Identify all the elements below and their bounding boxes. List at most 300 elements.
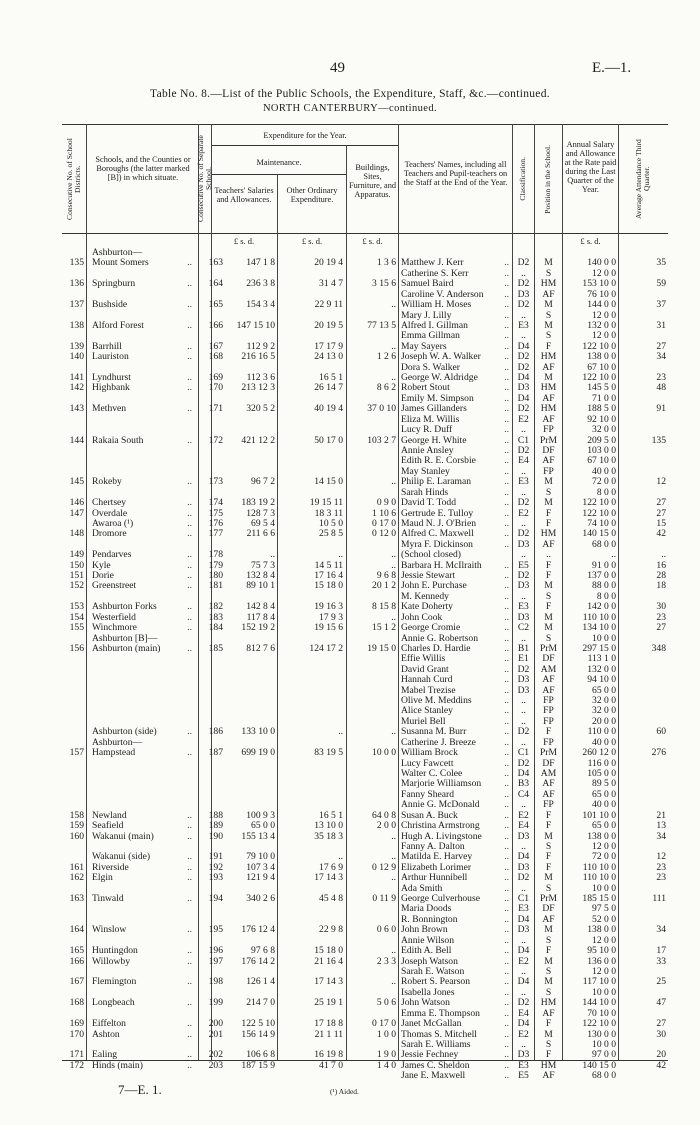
attendance-value: .. <box>661 549 666 561</box>
other-expenditure-value: 41 7 0 <box>319 1059 343 1071</box>
leader-dots: .. <box>504 361 509 373</box>
annual-salary-value: 97 5 0 <box>592 903 616 915</box>
leader-dots: .. <box>504 267 509 279</box>
leader-dots: .. <box>504 1007 509 1019</box>
classification-value: D4 <box>517 392 530 404</box>
other-expenditure-value: 17 6 9 <box>319 861 343 873</box>
school-name-text: Lyndhurst <box>92 372 131 384</box>
school-name-text: Ashburton (side) <box>92 726 157 738</box>
teacher-name <box>401 643 511 654</box>
teacher-name-text: Emily M. Simpson <box>401 392 474 404</box>
school-number: 188 <box>208 809 223 821</box>
school-number: 172 <box>208 434 223 446</box>
position-value: PrM <box>539 434 558 446</box>
school-name <box>92 1049 196 1060</box>
classification-value: D2 <box>517 757 530 769</box>
teacher-name <box>401 1008 511 1019</box>
teacher-name <box>401 435 511 446</box>
classification-value: D3 <box>517 830 530 842</box>
teacher-name <box>401 289 511 300</box>
school-name <box>92 924 196 935</box>
leader-dots: .. <box>504 507 509 519</box>
annual-salary-value: 103 0 0 <box>587 444 616 456</box>
teacher-name <box>401 580 511 591</box>
buildings-value: .. <box>391 299 396 311</box>
school-number: 198 <box>208 976 223 988</box>
salaries-value: 214 7 0 <box>246 997 275 1009</box>
position-value: M <box>544 497 553 509</box>
classification-value: C1 <box>517 893 530 905</box>
teacher-name-text: George Culverhouse <box>401 893 480 905</box>
school-name <box>92 508 196 519</box>
position-value: M <box>544 611 553 623</box>
teacher-name-text: David Grant <box>401 663 449 675</box>
other-expenditure-value: 124 17 2 <box>309 642 343 654</box>
annual-salary-value: 130 0 0 <box>587 1028 616 1040</box>
teacher-name-text: Hugh A. Livingstone <box>401 830 482 842</box>
attendance-value: 60 <box>656 726 666 738</box>
teacher-name <box>401 768 511 779</box>
district-number: 172 <box>69 1059 84 1071</box>
classification-value: .. <box>521 424 526 436</box>
leader-dots: .. <box>187 601 192 613</box>
school-name <box>92 737 196 748</box>
table-subtitle: NORTH CANTERBURY—continued. <box>262 103 438 114</box>
salaries-value: 155 13 4 <box>241 830 275 842</box>
buildings-value: 1 10 6 <box>372 507 396 519</box>
annual-salary-value: 12 0 0 <box>592 965 616 977</box>
school-name-text: Elgin <box>92 872 113 884</box>
position-value: M <box>544 976 553 988</box>
teacher-name-text: Barbara H. McIlraith <box>401 559 482 571</box>
other-expenditure-value: 21 16 4 <box>314 955 343 967</box>
position-value: F <box>545 820 552 832</box>
school-number: 165 <box>208 299 223 311</box>
teacher-name-text: Sarah E. Williams <box>401 1038 471 1050</box>
attendance-value: 23 <box>656 611 666 623</box>
leader-dots: .. <box>504 372 509 384</box>
leader-dots: .. <box>504 674 509 686</box>
position-value: AM <box>540 663 557 675</box>
annual-salary-value: 137 0 0 <box>587 570 616 582</box>
school-name-text: Wakanui (main) <box>92 830 154 842</box>
page-number: 49 <box>330 60 345 76</box>
position-value: FP <box>543 465 554 477</box>
school-name <box>92 997 196 1008</box>
leader-dots: .. <box>504 340 509 352</box>
leader-dots: .. <box>187 622 192 634</box>
salaries-value: 147 15 10 <box>236 319 275 331</box>
leader-dots: .. <box>504 309 509 321</box>
leader-dots: .. <box>504 997 509 1009</box>
position-value: F <box>545 570 552 582</box>
leader-dots: .. <box>504 986 509 998</box>
attendance-value: 13 <box>656 820 666 832</box>
classification-value: D3 <box>517 1049 530 1061</box>
school-number: 182 <box>208 601 223 613</box>
annual-salary-value: 260 12 0 <box>582 747 616 759</box>
buildings-value: .. <box>391 830 396 842</box>
school-name-text: Hinds (main) <box>92 1059 143 1071</box>
district-number: 146 <box>69 497 84 509</box>
leader-dots: .. <box>504 903 509 915</box>
school-number: 196 <box>208 945 223 957</box>
leader-dots: .. <box>187 507 192 519</box>
teacher-name-text: Edith A. Bell <box>401 945 452 957</box>
other-expenditure-value: 25 8 5 <box>319 528 343 540</box>
school-name-text: Longbeach <box>92 997 135 1009</box>
header-maintenance: Maintenance. <box>256 158 302 167</box>
school-name-text: Bushside <box>92 299 128 311</box>
leader-dots: .. <box>504 736 509 748</box>
teacher-name <box>401 549 511 560</box>
teacher-name-text: Joseph Watson <box>401 955 458 967</box>
teacher-name <box>401 862 511 873</box>
school-name-text: Dorie <box>92 570 114 582</box>
leader-dots: .. <box>504 590 509 602</box>
school-name-text: Kyle <box>92 559 111 571</box>
annual-salary-value: 95 10 0 <box>587 945 616 957</box>
annual-salary-value: 12 0 0 <box>592 309 616 321</box>
leader-dots: .. <box>504 1028 509 1040</box>
school-name <box>92 831 196 842</box>
school-name <box>92 976 196 987</box>
leader-dots: .. <box>504 434 509 446</box>
leader-dots: .. <box>187 372 192 384</box>
teacher-name <box>401 299 511 310</box>
school-name <box>92 622 196 633</box>
leader-dots: .. <box>504 424 509 436</box>
buildings-value: 37 0 10 <box>367 403 396 415</box>
buildings-value: .. <box>391 559 396 571</box>
school-name <box>92 320 196 331</box>
leader-dots: .. <box>504 517 509 529</box>
district-number: 162 <box>69 872 84 884</box>
district-number: 170 <box>69 1028 84 1040</box>
attendance-value: 111 <box>652 893 666 905</box>
school-name-text: Winslow <box>92 924 127 936</box>
school-number: 171 <box>208 403 223 415</box>
attendance-value: 23 <box>656 372 666 384</box>
teacher-name <box>401 747 511 758</box>
leader-dots: .. <box>187 580 192 592</box>
school-number: 190 <box>208 830 223 842</box>
teacher-name <box>401 393 511 404</box>
school-name <box>92 528 196 539</box>
school-name <box>92 560 196 571</box>
teacher-name <box>401 976 511 987</box>
teacher-name-text: Philip E. Laraman <box>401 476 472 488</box>
buildings-value: 2 0 0 <box>376 820 396 832</box>
teacher-name-text: Fanny Sheard <box>401 788 455 800</box>
leader-dots: .. <box>504 695 509 707</box>
teacher-name-text: May Sayers <box>401 340 447 352</box>
teacher-name-text: George Cromie <box>401 622 461 634</box>
position-value: HM <box>540 997 557 1009</box>
position-value: S <box>545 986 552 998</box>
attendance-value: 33 <box>656 955 666 967</box>
teacher-name-text: Samuel Baird <box>401 278 454 290</box>
attendance-value: 20 <box>656 1049 666 1061</box>
classification-value: .. <box>521 799 526 811</box>
attendance-value: 16 <box>656 559 666 571</box>
other-expenditure-value: 45 4 8 <box>319 893 343 905</box>
teacher-name <box>401 758 511 769</box>
col-divider <box>398 124 399 1060</box>
salaries-value: 121 9 4 <box>246 872 275 884</box>
school-name <box>92 612 196 623</box>
teacher-name-text: Effie Willis <box>401 653 446 665</box>
school-number: 199 <box>208 997 223 1009</box>
school-name-text: Rakaia South <box>92 434 144 446</box>
classification-value: D3 <box>517 580 530 592</box>
leader-dots: .. <box>187 997 192 1009</box>
annual-salary-value: 65 0 0 <box>592 788 616 800</box>
header-annual: Annual Salary and Allowance at the Rate paid during the Last Quarter of the Year. <box>564 140 617 194</box>
footnote: (¹) Aided. <box>330 1087 359 1096</box>
position-value: AF <box>542 1070 555 1082</box>
school-name <box>92 1060 196 1071</box>
position-value: HM <box>540 403 557 415</box>
position-value: AF <box>542 413 555 425</box>
buildings-value: .. <box>391 851 396 863</box>
teacher-name <box>401 924 511 935</box>
position-value: M <box>544 476 553 488</box>
leader-dots: .. <box>187 924 192 936</box>
school-name <box>92 1018 196 1029</box>
teacher-name <box>401 810 511 821</box>
buildings-value: 1 4 0 <box>376 1059 396 1071</box>
annual-salary-value: 105 0 0 <box>587 768 616 779</box>
position-value: S <box>545 486 552 498</box>
leader-dots: .. <box>187 976 192 988</box>
salaries-value: 812 7 6 <box>246 642 275 654</box>
classification-value: .. <box>521 267 526 279</box>
leader-dots: .. <box>187 476 192 488</box>
classification-value: .. <box>521 705 526 717</box>
district-number: 165 <box>69 945 84 957</box>
teacher-name <box>401 560 511 571</box>
salaries-value: 152 19 2 <box>241 622 275 634</box>
leader-dots: .. <box>504 1049 509 1061</box>
leader-dots: .. <box>504 392 509 404</box>
attendance-value: 15 <box>656 517 666 529</box>
classification-value: C1 <box>517 434 530 446</box>
other-expenditure-value: 17 9 3 <box>319 611 343 623</box>
school-name <box>92 549 196 560</box>
other-expenditure-value: 18 3 11 <box>314 507 343 519</box>
teacher-name-text: Jessie Stewart <box>401 570 456 582</box>
classification-value: D4 <box>517 340 530 352</box>
salaries-value: 112 9 2 <box>246 340 275 352</box>
position-value: S <box>545 840 552 852</box>
school-name-text: Westerfield <box>92 611 136 623</box>
classification-value: D2 <box>517 299 530 311</box>
position-value: HM <box>540 1059 557 1071</box>
annual-salary-value: 110 10 0 <box>582 861 616 873</box>
leader-dots: .. <box>187 559 192 571</box>
position-value: AF <box>542 538 555 550</box>
teacher-name <box>401 1049 511 1060</box>
teacher-name-text: Alfred I. Gillman <box>401 319 468 331</box>
teacher-name-text: Emma E. Thompson <box>401 1007 480 1019</box>
annual-salary-value: 32 0 0 <box>592 705 616 717</box>
table-title: Table No. 8.—List of the Public Schools, the Expenditure, Staff, &c.—continued. <box>150 88 550 100</box>
leader-dots: .. <box>504 768 509 779</box>
teacher-name <box>401 820 511 831</box>
school-name-text: Ashburton [B]— <box>92 632 158 644</box>
school-name-text: Winchmore <box>92 622 137 634</box>
district-number: 141 <box>69 372 84 384</box>
teacher-name-text: Alfred C. Maxwell <box>401 528 474 540</box>
district-number: 159 <box>69 820 84 832</box>
school-name-text: Ashburton Forks <box>92 601 157 613</box>
school-number: 202 <box>208 1049 223 1061</box>
leader-dots: .. <box>504 611 509 623</box>
leader-dots: .. <box>187 830 192 842</box>
annual-salary-value: .. <box>611 549 616 561</box>
header-position-cell <box>535 128 562 230</box>
unit-lsd: £ s. d. <box>233 236 255 246</box>
teacher-name-text: Kate Doherty <box>401 601 453 613</box>
teacher-name-text: George W. Aldridge <box>401 372 478 384</box>
leader-dots: .. <box>504 351 509 363</box>
position-value: M <box>544 257 553 269</box>
classification-value: C2 <box>517 622 530 634</box>
leader-dots: .. <box>504 663 509 675</box>
teacher-name <box>401 1070 511 1081</box>
leader-dots: .. <box>504 444 509 456</box>
teacher-name-text: Caroline V. Anderson <box>401 288 484 300</box>
leader-dots: .. <box>504 1070 509 1082</box>
teacher-name <box>401 257 511 268</box>
position-value: AF <box>542 392 555 404</box>
leader-dots: .. <box>504 559 509 571</box>
teacher-name <box>401 653 511 664</box>
leader-dots: .. <box>504 465 509 477</box>
attendance-value: 30 <box>656 601 666 613</box>
salaries-value: 75 7 3 <box>251 559 275 571</box>
position-value: S <box>545 632 552 644</box>
salaries-value: 126 1 4 <box>246 976 275 988</box>
annual-salary-value: 116 0 0 <box>587 757 616 769</box>
annual-salary-value: 144 10 0 <box>582 997 616 1009</box>
teacher-name-text: Fanny A. Dalton <box>401 840 465 852</box>
position-value: PrM <box>539 893 558 905</box>
teacher-name-text: Christina Armstrong <box>401 820 480 832</box>
buildings-value: 1 9 0 <box>376 1049 396 1061</box>
annual-salary-value: 91 0 0 <box>592 559 616 571</box>
teacher-name <box>401 664 511 675</box>
annual-salary-value: 32 0 0 <box>592 695 616 707</box>
teacher-name-text: Sarah Hinds <box>401 486 449 498</box>
leader-dots: .. <box>504 299 509 311</box>
salaries-value: 699 19 0 <box>241 747 275 759</box>
leader-dots: .. <box>504 799 509 811</box>
other-expenditure-value: 17 16 4 <box>314 570 343 582</box>
school-name <box>92 747 196 758</box>
leader-dots: .. <box>187 893 192 905</box>
district-number: 136 <box>69 278 84 290</box>
school-name <box>92 956 196 967</box>
teacher-name <box>401 935 511 946</box>
buildings-value: .. <box>391 872 396 884</box>
attendance-value: 27 <box>656 1018 666 1030</box>
buildings-value: .. <box>391 726 396 738</box>
annual-salary-value: 94 10 0 <box>587 674 616 686</box>
attendance-value: 12 <box>656 476 666 488</box>
leader-dots: .. <box>504 976 509 988</box>
classification-value: .. <box>521 632 526 644</box>
buildings-value: 64 0 8 <box>372 809 396 821</box>
leader-dots: .. <box>504 455 509 467</box>
leader-dots: .. <box>504 403 509 415</box>
position-value: M <box>544 622 553 634</box>
position-value: F <box>545 1018 552 1030</box>
attendance-value: 17 <box>656 945 666 957</box>
other-expenditure-value: 22 9 8 <box>319 924 343 936</box>
school-name-text: Tinwald <box>92 893 124 905</box>
annual-salary-value: 67 10 0 <box>587 361 616 373</box>
annual-salary-value: 297 15 0 <box>582 642 616 654</box>
district-number: 154 <box>69 611 84 623</box>
district-number: 158 <box>69 809 84 821</box>
classification-value: .. <box>521 934 526 946</box>
teacher-name-text: May Stanley <box>401 465 450 477</box>
teacher-name-text: Joseph W. A. Walker <box>401 351 481 363</box>
school-number: 168 <box>208 351 223 363</box>
other-expenditure-value: 35 18 3 <box>314 830 343 842</box>
salaries-value: 183 19 2 <box>241 497 275 509</box>
school-name-text: Mount Somers <box>92 257 149 269</box>
classification-value: D4 <box>517 372 530 384</box>
annual-salary-value: 40 0 0 <box>592 465 616 477</box>
classification-value: C4 <box>517 788 530 800</box>
other-expenditure-value: 21 1 11 <box>314 1028 343 1040</box>
annual-salary-value: 68 0 0 <box>592 538 616 550</box>
leader-dots: .. <box>504 476 509 488</box>
position-value: M <box>544 580 553 592</box>
school-name <box>92 726 196 737</box>
district-number: 160 <box>69 830 84 842</box>
annual-salary-value: 12 0 0 <box>592 934 616 946</box>
leader-dots: .. <box>504 913 509 925</box>
school-number: 187 <box>208 747 223 759</box>
other-expenditure-value: 16 5 1 <box>319 372 343 384</box>
teacher-name-text: John Brown <box>401 924 448 936</box>
school-name <box>92 580 196 591</box>
header-salaries: Teachers' Salaries and Allowances. <box>214 186 274 204</box>
leader-dots: .. <box>187 382 192 394</box>
teacher-name-text: Ada Smith <box>401 882 443 894</box>
school-name-text: Ashburton— <box>92 247 143 258</box>
classification-value: D3 <box>517 611 530 623</box>
buildings-value: 5 0 6 <box>376 997 396 1009</box>
leader-dots: .. <box>504 726 509 738</box>
position-value: AF <box>542 913 555 925</box>
classification-value: D2 <box>517 444 530 456</box>
buildings-value: 8 6 2 <box>376 382 396 394</box>
school-name <box>92 372 196 383</box>
leader-dots: .. <box>504 955 509 967</box>
salaries-value: 340 2 6 <box>246 893 275 905</box>
leader-dots: .. <box>504 788 509 800</box>
attendance-value: 42 <box>656 528 666 540</box>
teacher-name <box>401 362 511 373</box>
school-name-text: Flemington <box>92 976 137 988</box>
school-number: 186 <box>208 726 223 738</box>
leader-dots: .. <box>504 413 509 425</box>
